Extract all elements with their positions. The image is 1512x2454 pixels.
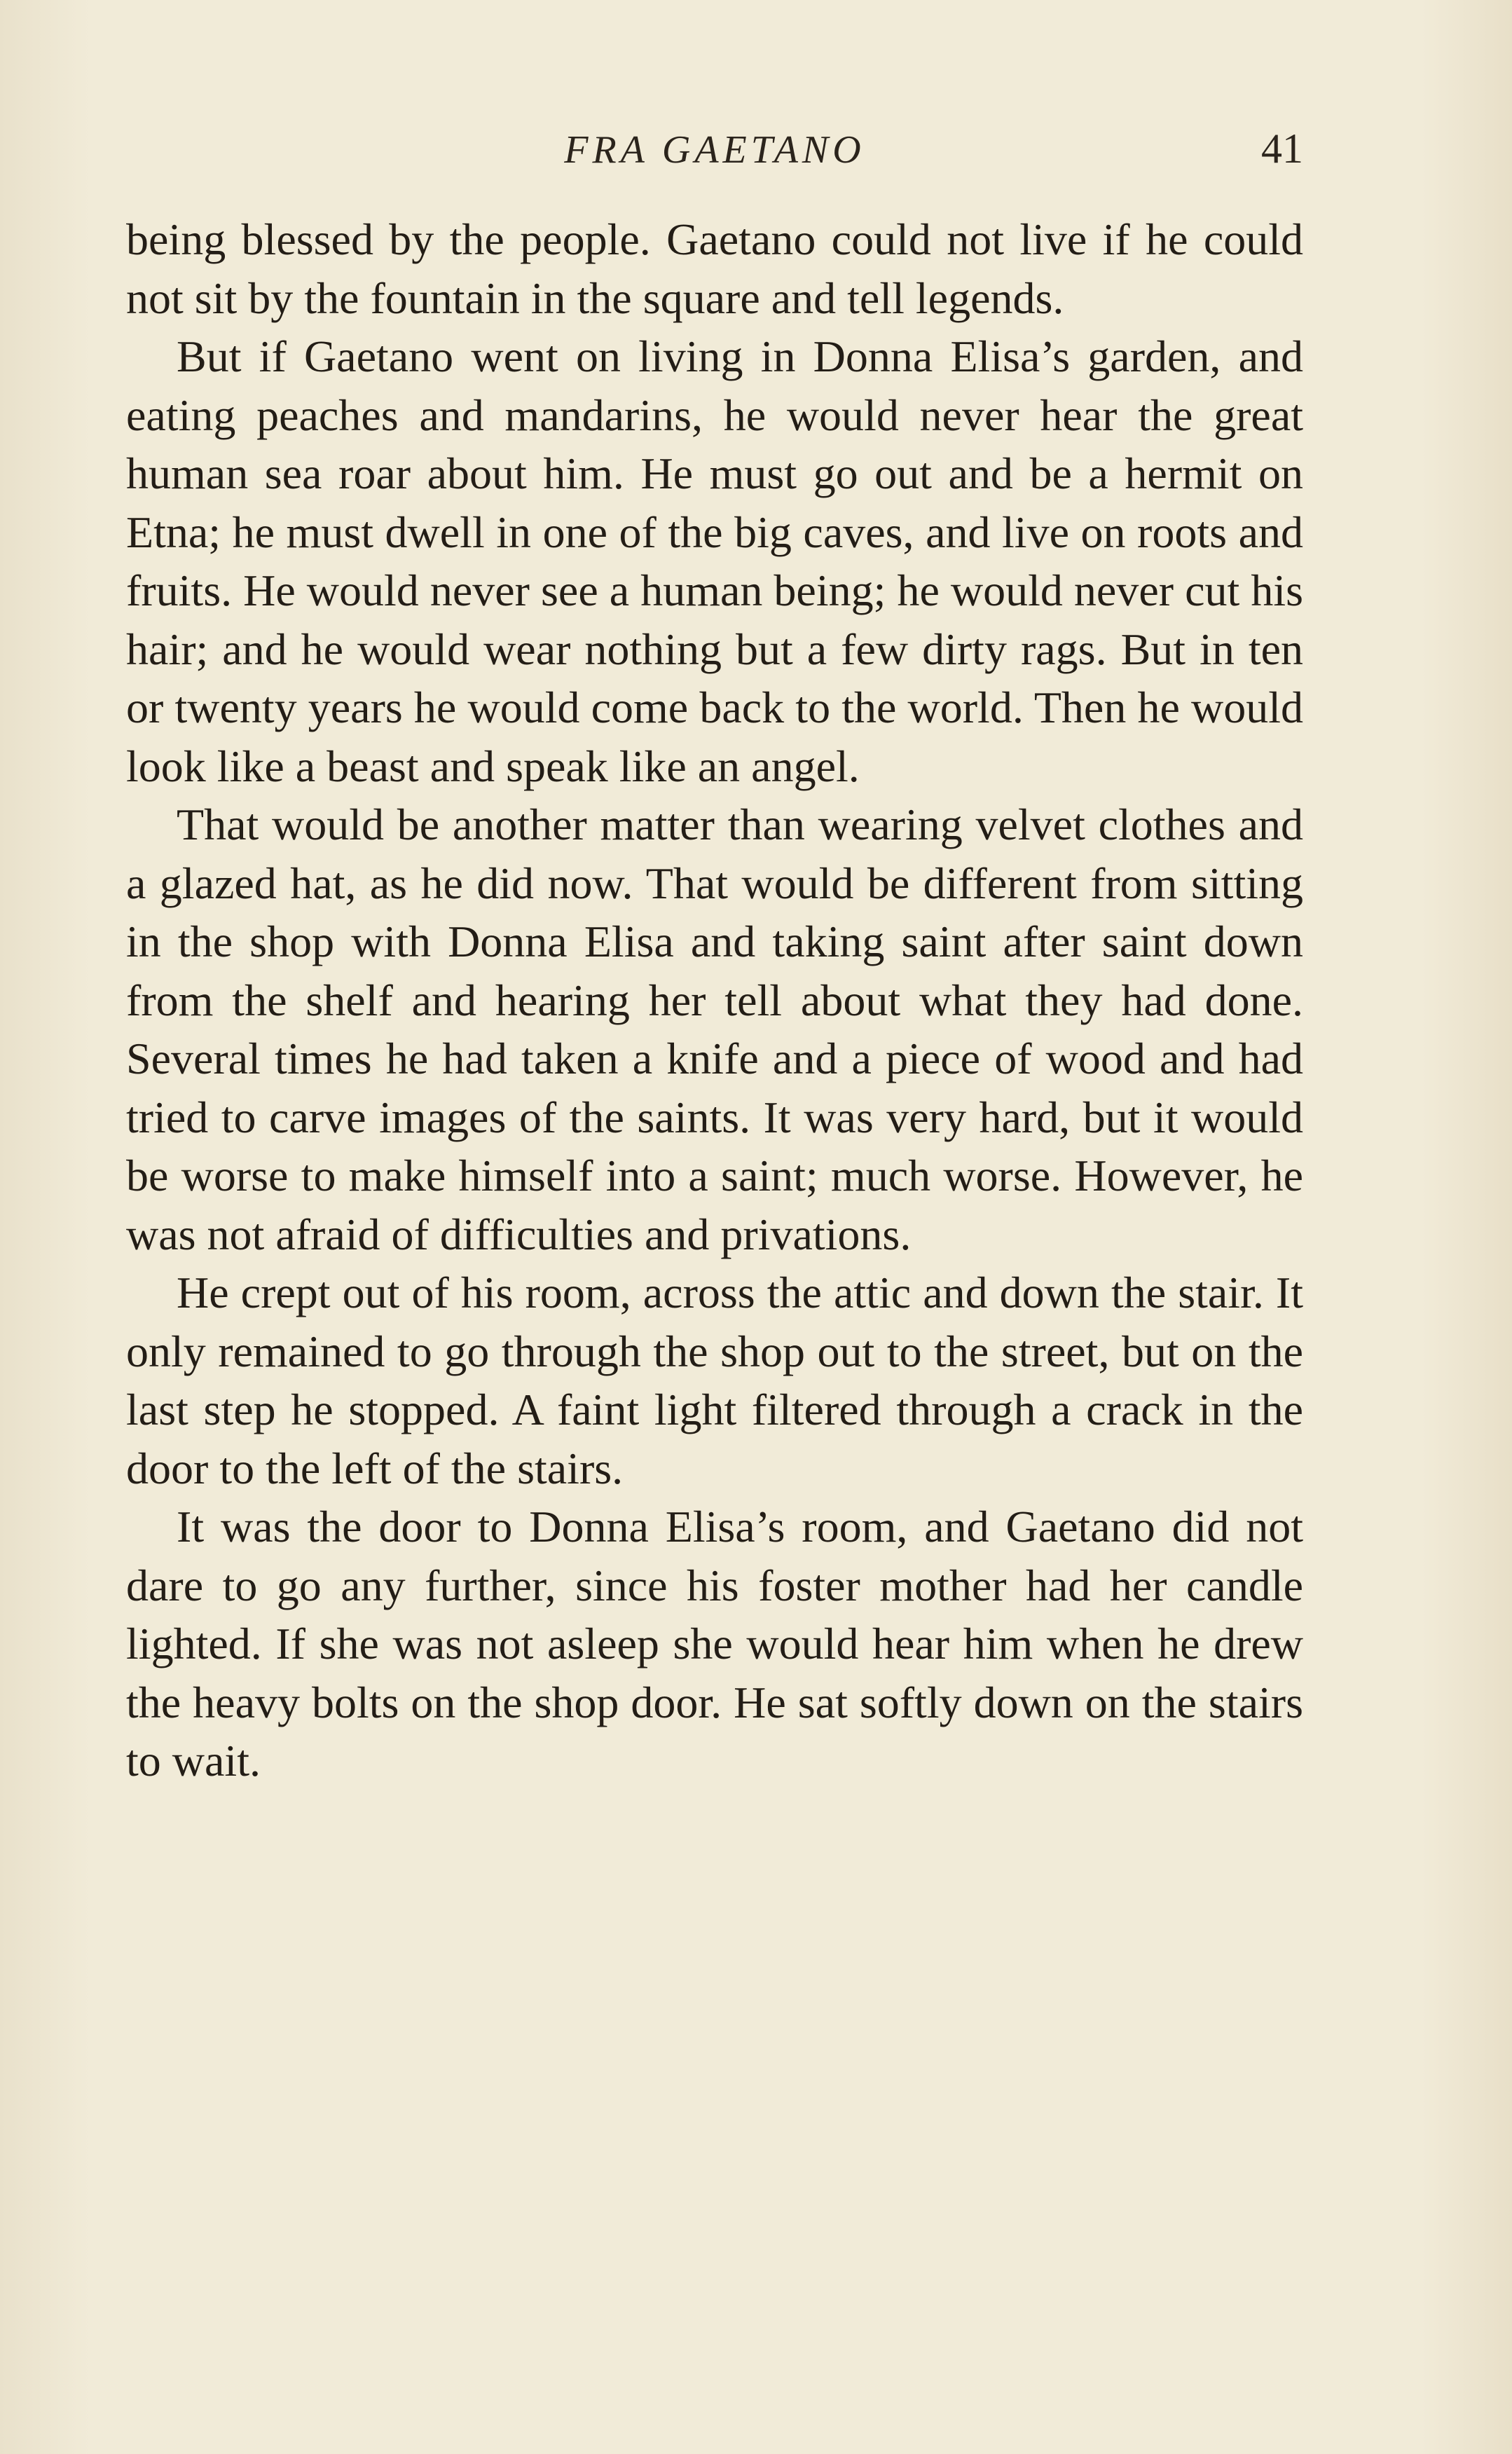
paragraph-3: That would be another matter than wearing velvet clothes and a glazed hat, as he did now. That would be different from sitting in the shop with Donna Elisa and taking saint after saint down from the shelf and hearing her tell about what they had done. Several times he had taken a knife and a piece of wood and had tried to carve images of the saints. It was very hard, but it would be worse to make himself into a saint; much worse. However, he was not afraid of difficulties and privations. bbox=[126, 800, 1303, 1259]
running-title: FRA GAETANO bbox=[564, 128, 865, 172]
paragraph-4: He crept out of his room, across the attic and down the stair. It only remained to go through the shop out to the street, but on the last step he stopped. A faint light filtered through a crack in the door to the left of the stairs. bbox=[126, 1268, 1303, 1493]
body-text bbox=[126, 210, 1303, 1790]
running-head bbox=[126, 119, 1303, 182]
paragraph-1: being blessed by the people. Gaetano could not live if he could not sit by the fountain in the square and tell legends. bbox=[126, 214, 1303, 323]
paragraph-5: It was the door to Donna Elisa’s room, and Gaetano did not dare to go any further, since his foster mother had her candle lighted. If she was not asleep she would hear him when he drew the heavy bolts on the shop door. He sat softly down on the stairs to wait. bbox=[126, 1502, 1303, 1785]
paragraph-2: But if Gaetano went on living in Donna Elisa’s garden, and eating peaches and mandarins, he would never hear the great human sea roar about him. He must go out and be a hermit on Etna; he must dwell in one of the big caves, and live on roots and fruits. He would never see a human being; he would never cut his hair; and he would wear nothing but a few dirty rags. But in ten or twenty years he would come back to the world. Then he would look like a beast and speak like an angel. bbox=[126, 331, 1303, 791]
page-number: 41 bbox=[1261, 125, 1303, 172]
